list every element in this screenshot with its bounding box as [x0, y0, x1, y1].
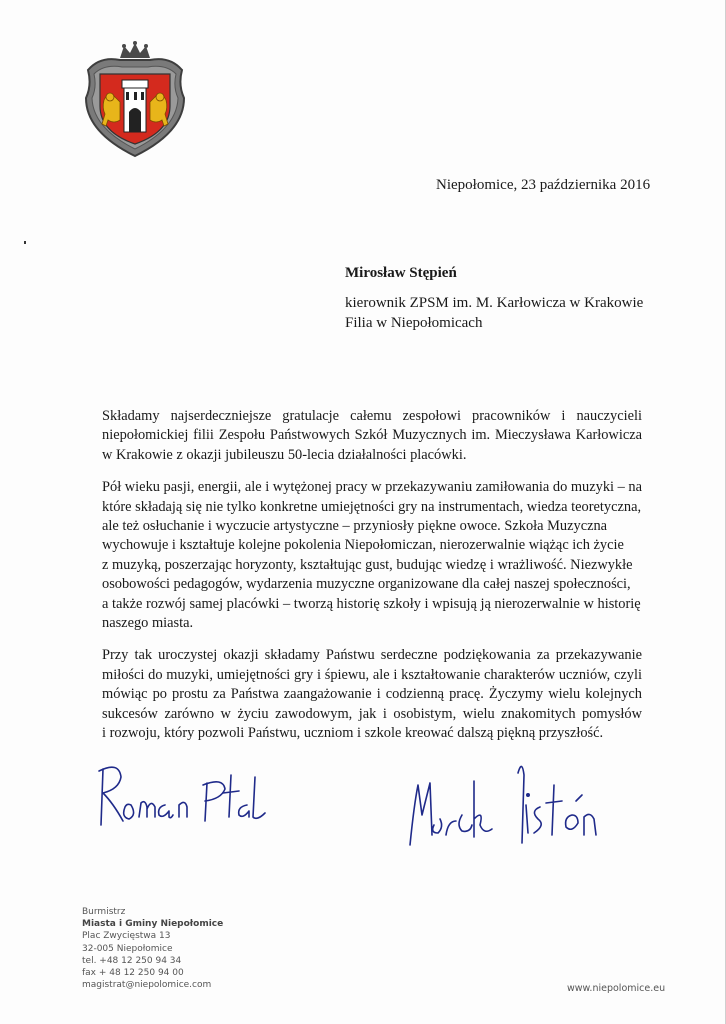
- recipient-name: Mirosław Stępień: [345, 265, 457, 281]
- signature-left: [95, 755, 270, 840]
- sender-footer: [82, 906, 223, 991]
- text-line: i rozwoju, który pozwoli Państwu, uczniom i szkole kreować dalszą piękną przyszłość.: [102, 725, 604, 742]
- text-line: ale też osłuchanie i wyczucie artystyczne – przyniosły piękne owoce. Szkoła Muzyczna: [102, 518, 608, 535]
- footer-email: magistrat@niepolomice.com: [82, 980, 212, 991]
- text-line: Pół wieku pasji, energii, ale i wytężonej pracy w przekazywaniu zamiłowania do muzyki – na: [102, 479, 643, 496]
- paragraph-1: [82, 407, 642, 465]
- text-line: które składają się nie tylko konkretne umiejętności gry na instrumentach, wiedza teoretyczna,: [102, 498, 642, 515]
- footer-line: 32-005 Niepołomice: [82, 943, 173, 954]
- signature-right: [400, 755, 610, 855]
- footer-website: www.niepolomice.eu: [567, 983, 666, 994]
- footer-line: Plac Zwycięstwa 13: [82, 931, 171, 942]
- scan-speck: [24, 241, 26, 244]
- text-line: a także rozwój samej placówki – tworzą historię szkoły i wpisują ją nierozerwalnie w historię: [102, 595, 641, 612]
- footer-fax: fax + 48 12 250 94 00: [82, 968, 184, 979]
- text-line: z muzyką, poszerzając horyzonty, kształtując gust, budując wiedzę i wrażliwość. Niezwykłe: [102, 556, 633, 573]
- text-line: wychowuje i kształtuje kolejne pokolenia Niepołomiczan, nierozerwalnie wiążąc ich życie: [102, 537, 624, 554]
- text-line: sukcesów zarówno w życiu zawodowym, jak i osobistym, wielu znakomitych pomysłów: [102, 705, 642, 722]
- text-line: naszego miasta.: [102, 615, 194, 632]
- coat-of-arms-icon: [80, 40, 190, 158]
- letter-date: Niepołomice, 23 października 2016: [436, 177, 651, 193]
- paragraph-3: [82, 646, 642, 743]
- footer-line: Burmistrz: [82, 907, 126, 917]
- letter-body: [82, 407, 642, 757]
- paragraph-2: [82, 478, 642, 633]
- text-line: miłości do muzyki, umiejętności gry i śpiewu, ale i kształtowanie charakterów uczniów, czyli: [102, 666, 642, 683]
- text-line: Składamy najserdeczniejsze gratulacje całemu zespołowi pracowników i nauczycieli: [102, 408, 642, 424]
- recipient-branch: Filia w Niepołomicach: [345, 315, 483, 331]
- footer-line: Miasta i Gminy Niepołomice: [82, 919, 224, 930]
- text-line: osobowości pedagogów, wydarzenia muzyczne organizowane dla całej naszej społeczności,: [102, 576, 631, 593]
- recipient-block: [345, 265, 643, 333]
- footer-phone: tel. +48 12 250 94 34: [82, 955, 182, 966]
- text-line: mówiąc po prostu za Państwa zaangażowanie i codzienną pracę. Życzymy wielu kolejnych: [102, 686, 642, 703]
- text-line: Przy tak uroczystej okazji składamy Państwu serdeczne podziękowania za przekazywanie: [102, 647, 642, 664]
- text-line: w Krakowie z okazji jubileuszu 50-lecia działalności placówki.: [102, 446, 467, 463]
- recipient-title: kierownik ZPSM im. M. Karłowicza w Krakowie: [345, 295, 644, 311]
- text-line: niepołomickiej filii Zespołu Państwowych Szkół Muzycznych im. Mieczysława Karłowicza: [102, 427, 642, 444]
